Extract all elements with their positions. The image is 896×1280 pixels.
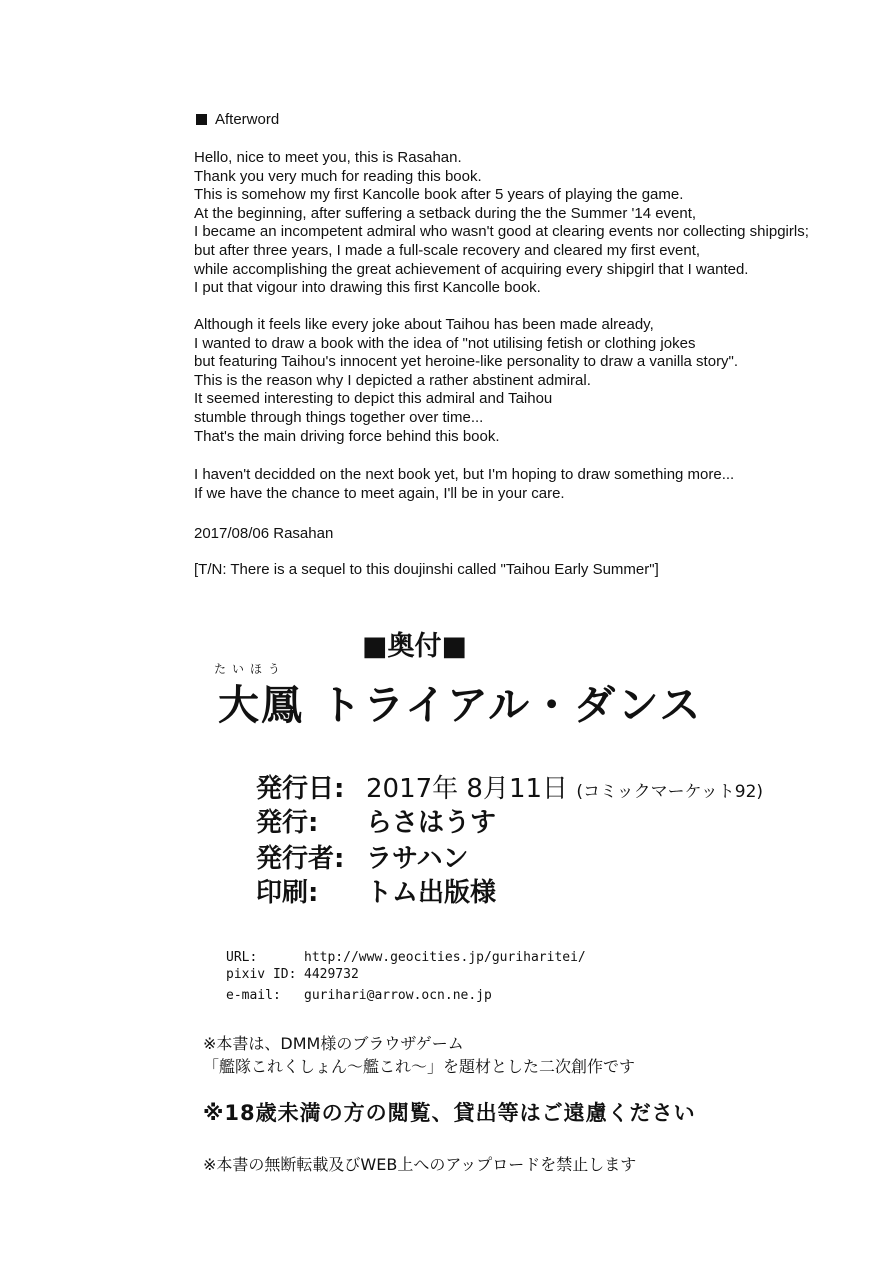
text-line: At the beginning, after suffering a setback during the the Summer '14 event,: [194, 204, 697, 222]
email-link[interactable]: gurihari@arrow.ocn.ne.jp: [304, 988, 492, 1003]
afterword-paragraph-1: [194, 149, 809, 298]
text-line: I wanted to draw a book with the idea of "not utilising fetish or clothing jokes: [194, 334, 696, 352]
text-line: I haven't decidded on the next book yet, but I'm hoping to draw something more...: [194, 466, 735, 483]
text-line: but featuring Taihou's innocent yet heroine-like personality to draw a vanilla story".: [194, 353, 739, 371]
text-line: while accomplishing the great achievement of acquiring every shipgirl that I wanted.: [194, 260, 749, 278]
release-date-value: [366, 768, 763, 805]
afterword-paragraph-3: [194, 466, 734, 503]
text-line: This is the reason why I depicted a rather abstinent admiral.: [194, 371, 591, 389]
pixiv-id-value: 4429732: [304, 967, 359, 982]
text-line: Thank you very much for reading this book.: [194, 167, 482, 185]
upload-warning: ※本書の無断転載及びWEB上へのアップロードを禁止します: [203, 1155, 637, 1174]
afterword-paragraph-2: [194, 316, 738, 446]
url-label: URL:: [226, 950, 258, 965]
text-line: stumble through things together over time...: [194, 408, 484, 426]
text-line: This is somehow my first Kancolle book after 5 years of playing the game.: [194, 186, 684, 204]
colophon-heading: ■奥付■: [362, 631, 468, 662]
square-bullet-icon: [196, 114, 207, 125]
book-title: 大鳳 トライアル・ダンス: [218, 681, 703, 729]
text-line: but after three years, I made a full-scale recovery and cleared my first event,: [194, 241, 701, 259]
text-line: I put that vigour into drawing this first Kancolle book.: [194, 279, 541, 297]
publisher-value: らさはうす: [366, 808, 497, 838]
event-name: (コミックマーケット92): [576, 782, 764, 802]
url-link[interactable]: http://www.geocities.jp/guriharitei/: [304, 950, 586, 965]
text-line: I became an incompetent admiral who wasn't good at clearing events nor collecting shipgirls;: [194, 223, 809, 241]
text-line: Although it feels like every joke about Taihou has been made already,: [194, 316, 654, 333]
author-value: ラサハン: [366, 844, 469, 874]
text-line: If we have the chance to meet again, I'll be in your care.: [194, 484, 565, 502]
release-date-label: 発行日:: [256, 774, 345, 804]
afterword-heading: [196, 111, 279, 128]
source-note-line-1: ※本書は、DMM様のブラウザゲーム: [203, 1034, 464, 1053]
afterword-heading-text: Afterword: [215, 111, 280, 128]
text-line: Hello, nice to meet you, this is Rasahan.: [194, 149, 462, 166]
title-ruby: たいほう: [214, 662, 287, 676]
author-label: 発行者:: [256, 844, 345, 874]
printer-label: 印刷:: [256, 878, 319, 908]
text-line: That's the main driving force behind this book.: [194, 427, 500, 445]
email-label: e-mail:: [226, 988, 281, 1003]
release-date: 2017年 8月11日: [366, 774, 569, 804]
translator-note: [T/N: There is a sequel to this doujinshi called "Taihou Early Summer"]: [194, 561, 659, 578]
publisher-label: 発行:: [256, 808, 319, 838]
signature: 2017/08/06 Rasahan: [194, 525, 334, 542]
age-warning: ※18歳未満の方の閲覧、貸出等はご遠慮ください: [203, 1101, 696, 1125]
source-note-line-2: 「艦隊これくしょん～艦これ～」を題材とした二次創作です: [203, 1057, 636, 1076]
pixiv-id-label: pixiv ID:: [226, 967, 297, 982]
text-line: It seemed interesting to depict this admiral and Taihou: [194, 390, 553, 408]
printer-value: トム出版様: [366, 878, 497, 908]
